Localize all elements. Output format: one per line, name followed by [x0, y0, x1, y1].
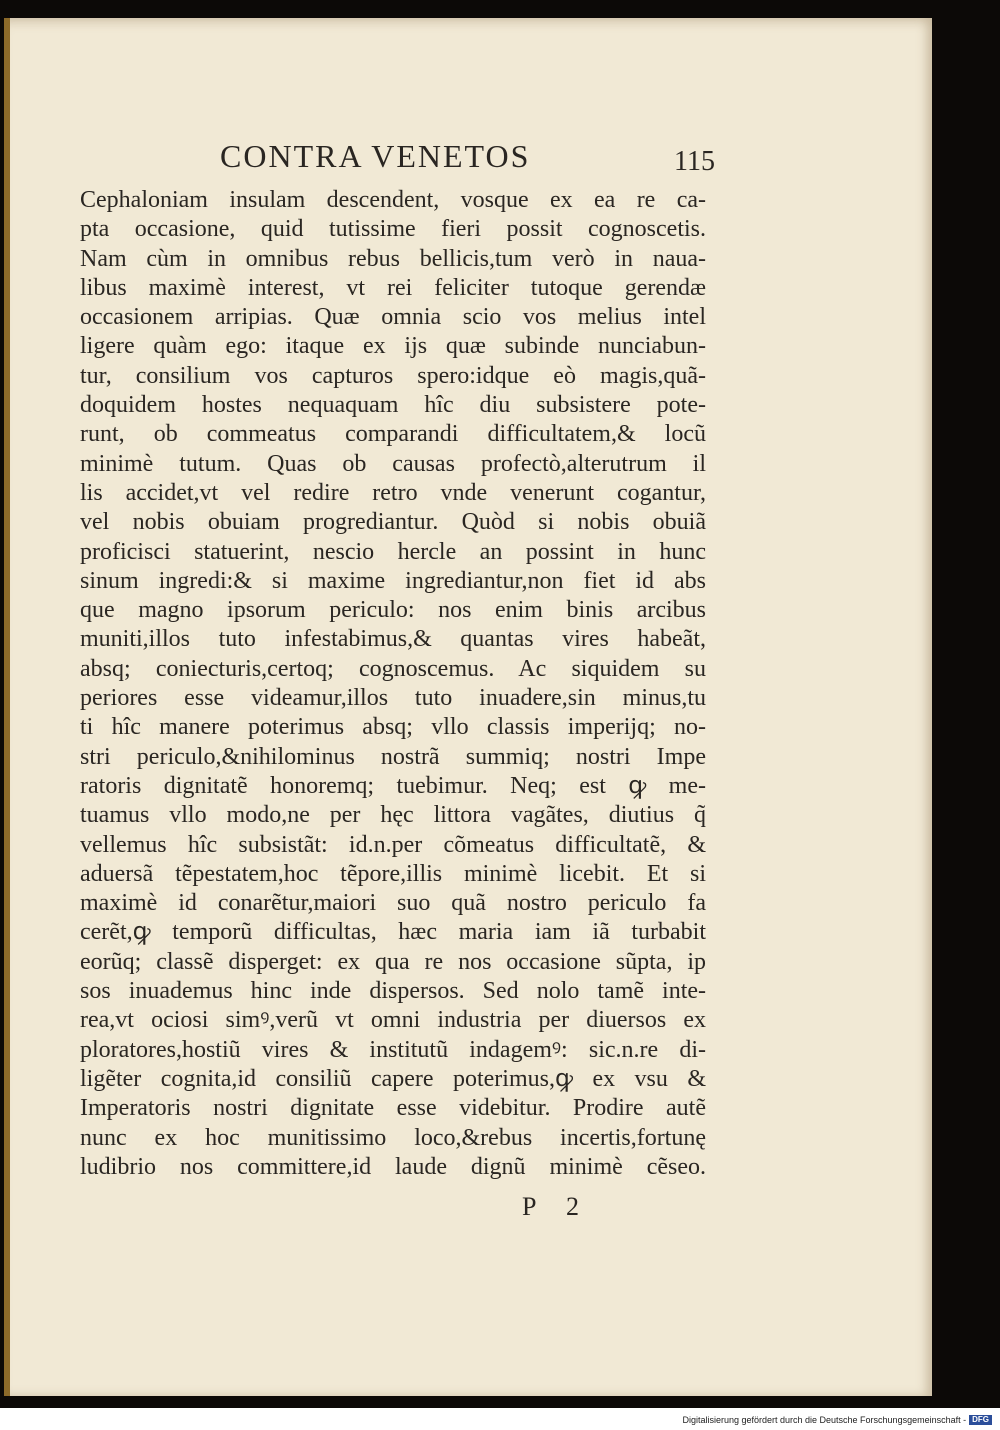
- text-line: tur, consilium vos capturos spero:idque eò magis,quã-: [80, 362, 706, 389]
- text-line: absq; coniecturis,certoq; cognoscemus. Ac siquidem su: [80, 655, 706, 682]
- signature-mark: P 2: [522, 1192, 591, 1221]
- text-line: ligẽter cognita,id consiliũ capere poterimus,ꝙ ex vsu &: [80, 1065, 706, 1092]
- text-line: Nam cùm in omnibus rebus bellicis,tum verò in naua-: [80, 245, 706, 272]
- text-line: ludibrio nos committere,id laude dignũ minimè cẽseo.: [80, 1153, 706, 1180]
- text-line: nunc ex hoc munitissimo loco,&rebus incertis,fortunę: [80, 1124, 706, 1151]
- text-line: sos inuademus hinc inde dispersos. Sed nolo tamẽ inte-: [80, 978, 706, 1005]
- text-line: doquidem hostes nequaquam hîc diu subsistere pote-: [80, 392, 706, 419]
- body-text: [80, 186, 720, 1182]
- text-line: vel nobis obuiam progrediantur. Quòd si nobis obuiã: [80, 509, 706, 536]
- text-line: tuamus vllo modo,ne per hęc littora vagãtes, diutius q̃: [80, 802, 706, 829]
- text-line: ligere quàm ego: itaque ex ijs quæ subinde nunciabun-: [80, 333, 706, 360]
- text-line: periores esse videamur,illos tuto inuadere,sin minus,tu: [80, 685, 706, 712]
- text-line: ti hîc manere poterimus absq; vllo classis imperijq; no-: [80, 714, 706, 741]
- text-line: maximè id conarẽtur,maiori suo quã nostro periculo fa: [80, 890, 706, 917]
- text-line: occasionem arripias. Quæ omnia scio vos melius intel: [80, 304, 706, 331]
- text-line: que magno ipsorum periculo: nos enim binis arcibus: [80, 597, 706, 624]
- text-line: rea,vt ociosi simꝰ,verũ vt omni industria per diuersos ex: [80, 1007, 706, 1034]
- text-line: Imperatoris nostri dignitate esse videbitur. Prodire autẽ: [80, 1095, 706, 1122]
- text-line: runt, ob commeatus comparandi difficultatem,& locũ: [80, 421, 706, 448]
- text-line: muniti,illos tuto infestabimus,& quantas vires habeãt,: [80, 626, 706, 653]
- page-number: 115: [674, 146, 715, 177]
- footer-credit: Digitalisierung gefördert durch die Deutsche Forschungsgemeinschaft -: [682, 1415, 967, 1425]
- text-line: Cephaloniam insulam descendent, vosque ex ea re ca-: [80, 187, 706, 213]
- text-line: ratoris dignitatẽ honoremq; tuebimur. Neq; est ꝙ me-: [80, 772, 706, 799]
- text-line: sinum ingredi:& si maxime ingrediantur,non fiet id abs: [80, 567, 706, 594]
- dfg-logo: DFG: [969, 1415, 992, 1425]
- text-line: lis accidet,vt vel redire retro vnde venerunt cogantur,: [80, 479, 706, 506]
- text-line: stri periculo,&nihilominus nostrã summiq; nostri Impe: [80, 743, 706, 770]
- text-line: libus maximè interest, vt rei feliciter tutoque gerendæ: [80, 274, 706, 301]
- text-line: minimè tutum. Quas ob causas profectò,alterutrum il: [80, 450, 706, 477]
- text-line: cerẽt,ꝙ temporũ difficultas, hæc maria iam iã turbabit: [80, 919, 706, 946]
- text-line: pta occasione, quid tutissime fieri possit cognoscetis.: [80, 216, 706, 243]
- text-line: proficisci statuerint, nescio hercle an possint in hunc: [80, 538, 706, 565]
- text-line: aduersã tẽpestatem,hoc tẽpore,illis minimè licebit. Et si: [80, 860, 706, 887]
- text-line: eorũq; classẽ disperget: ex qua re nos occasione sũpta, ip: [80, 948, 706, 975]
- page-edge: [4, 18, 10, 1396]
- text-line: ploratores,hostiũ vires & institutũ indagemꝰ: sic.n.re di-: [80, 1036, 706, 1063]
- running-head: CONTRA VENETOS: [220, 138, 531, 174]
- text-line: vellemus hîc subsistãt: id.n.per cõmeatus difficultatẽ, &: [80, 831, 706, 858]
- footer: [682, 1414, 992, 1426]
